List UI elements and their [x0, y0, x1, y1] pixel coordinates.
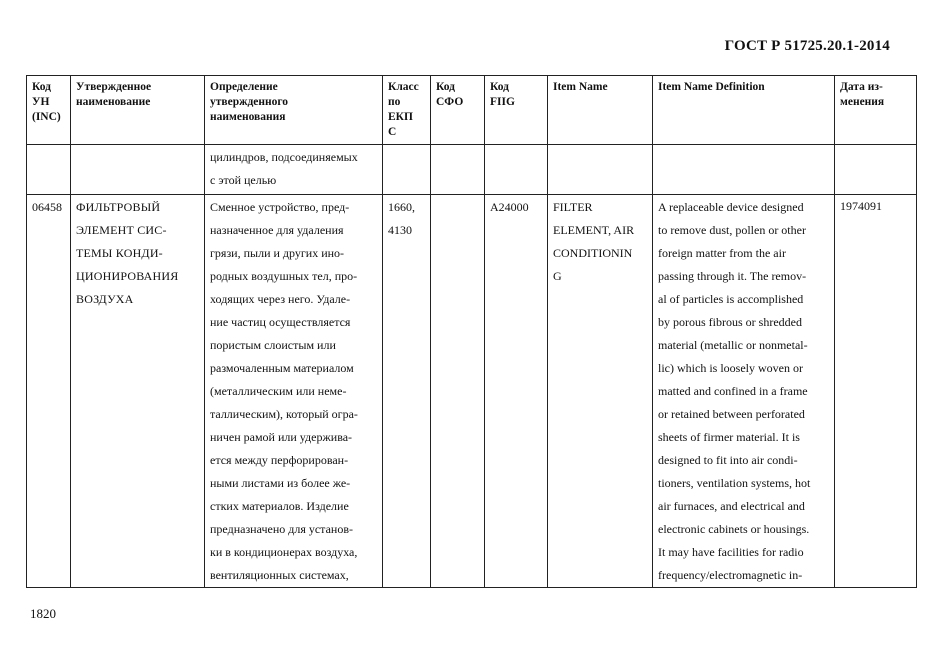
text-line: цилиндров, подсоединяемых [210, 150, 358, 164]
text-line: designed to fit into air condi- [658, 453, 798, 467]
text-line: ФИЛЬТРОВЫЙ [76, 200, 161, 214]
text-line: Утвержденное [76, 81, 152, 93]
text-line: tioners, ventilation systems, hot [658, 476, 811, 490]
text-line: стких материалов. Изделие [210, 499, 349, 513]
cell-fiig: A24000 [485, 195, 548, 588]
text-line: G [553, 269, 562, 283]
col-header-item-name [548, 76, 653, 145]
text-line: ничен рамой или удержива- [210, 430, 353, 444]
text-line: al of particles is accomplished [658, 292, 804, 306]
col-header-definition [205, 76, 383, 145]
text-line: ходящих через него. Удале- [210, 292, 351, 306]
text-line: назначенное для удаления [210, 223, 344, 237]
text-line: Сменное устройство, пред- [210, 200, 350, 214]
cell-approved-name [71, 195, 205, 588]
text-line: ВОЗДУХА [76, 292, 134, 306]
text-line: ЦИОНИРОВАНИЯ [76, 269, 179, 283]
cell-empty [653, 145, 835, 195]
text-line: air furnaces, and electrical and [658, 499, 805, 513]
text-line: Класс [388, 81, 419, 93]
text-line: вентиляционных системах, [210, 568, 349, 582]
continuation-row [27, 145, 917, 195]
cell-empty [27, 145, 71, 195]
text-line: с этой целью [210, 173, 277, 187]
text-line: размочаленным материалом [210, 361, 354, 375]
text-line: FIIG [490, 96, 515, 108]
col-header-item-name-definition [653, 76, 835, 145]
text-line: or retained between perforated [658, 407, 805, 421]
text-line: matted and confined in a frame [658, 384, 808, 398]
col-header-sfo [431, 76, 485, 145]
cell-class [383, 195, 431, 588]
text-line: Item Name [553, 81, 608, 93]
text-line: наименования [210, 111, 286, 123]
text-line: Item Name Definition [658, 81, 765, 93]
cell-empty [485, 145, 548, 195]
cell-item-name [548, 195, 653, 588]
document-code: ГОСТ Р 51725.20.1-2014 [724, 38, 890, 54]
text-line: ELEMENT, AIR [553, 223, 635, 237]
text-line: С [388, 126, 397, 138]
text-line: ТЕМЫ КОНДИ- [76, 246, 163, 260]
cell-change-date: 1974091 [835, 195, 917, 588]
col-header-approved-name [71, 76, 205, 145]
text-line: родных воздушных тел, про- [210, 269, 358, 283]
text-line: Код [32, 81, 52, 93]
cell-empty [71, 145, 205, 195]
cell-empty [835, 145, 917, 195]
header-row [27, 76, 917, 145]
text-line: Дата из- [840, 81, 883, 93]
text-line: lic) which is loosely woven or [658, 361, 803, 375]
cell-empty [431, 145, 485, 195]
text-line: СФО [436, 96, 464, 108]
col-header-fiig [485, 76, 548, 145]
text-line: by porous fibrous or shredded [658, 315, 802, 329]
text-line: It may have facilities for radio [658, 545, 804, 559]
text-line: (INC) [32, 111, 61, 123]
text-line: по [388, 96, 401, 108]
text-line: CONDITIONIN [553, 246, 633, 260]
text-line: таллическим), который огра- [210, 407, 358, 421]
text-line: пористым слоистым или [210, 338, 336, 352]
text-line: passing through it. The remov- [658, 269, 807, 283]
text-line: 4130 [388, 223, 412, 237]
cell-inc: 06458 [27, 195, 71, 588]
col-header-class [383, 76, 431, 145]
text-line: frequency/electromagnetic in- [658, 568, 803, 582]
text-line: (металлическим или неме- [210, 384, 347, 398]
data-table [26, 75, 917, 588]
text-line: Определение [210, 81, 278, 93]
text-line: утвержденного [210, 96, 289, 108]
page-number: 1820 [30, 606, 56, 621]
cell-sfo [431, 195, 485, 588]
cell-empty [383, 145, 431, 195]
cell-empty [548, 145, 653, 195]
text-line: A replaceable device designed [658, 200, 804, 214]
text-line: ется между перфорирован- [210, 453, 349, 467]
text-line: FILTER [553, 200, 593, 214]
text-line: foreign matter from the air [658, 246, 786, 260]
text-line: ние частиц осуществляется [210, 315, 351, 329]
col-header-change-date [835, 76, 917, 145]
text-line: предназначено для установ- [210, 522, 353, 536]
text-line: наименование [76, 96, 151, 108]
text-line: ными листами из более же- [210, 476, 351, 490]
text-line: to remove dust, pollen or other [658, 223, 806, 237]
text-line: 1660, [388, 200, 415, 214]
cell-definition-continued [205, 145, 383, 195]
text-line: ки в кондиционерах воздуха, [210, 545, 358, 559]
cell-item-name-definition [653, 195, 835, 588]
text-line: грязи, пыли и других ино- [210, 246, 345, 260]
text-line: material (metallic or nonmetal- [658, 338, 808, 352]
text-line: ЭЛЕМЕНТ СИС- [76, 223, 167, 237]
text-line: electronic cabinets or housings. [658, 522, 810, 536]
text-line: sheets of firmer material. It is [658, 430, 800, 444]
text-line: УН [32, 96, 50, 108]
cell-definition [205, 195, 383, 588]
table-row [27, 195, 917, 588]
text-line: менения [840, 96, 885, 108]
text-line: Код [436, 81, 456, 93]
col-header-inc [27, 76, 71, 145]
text-line: ЕКП [388, 111, 413, 123]
text-line: Код [490, 81, 510, 93]
